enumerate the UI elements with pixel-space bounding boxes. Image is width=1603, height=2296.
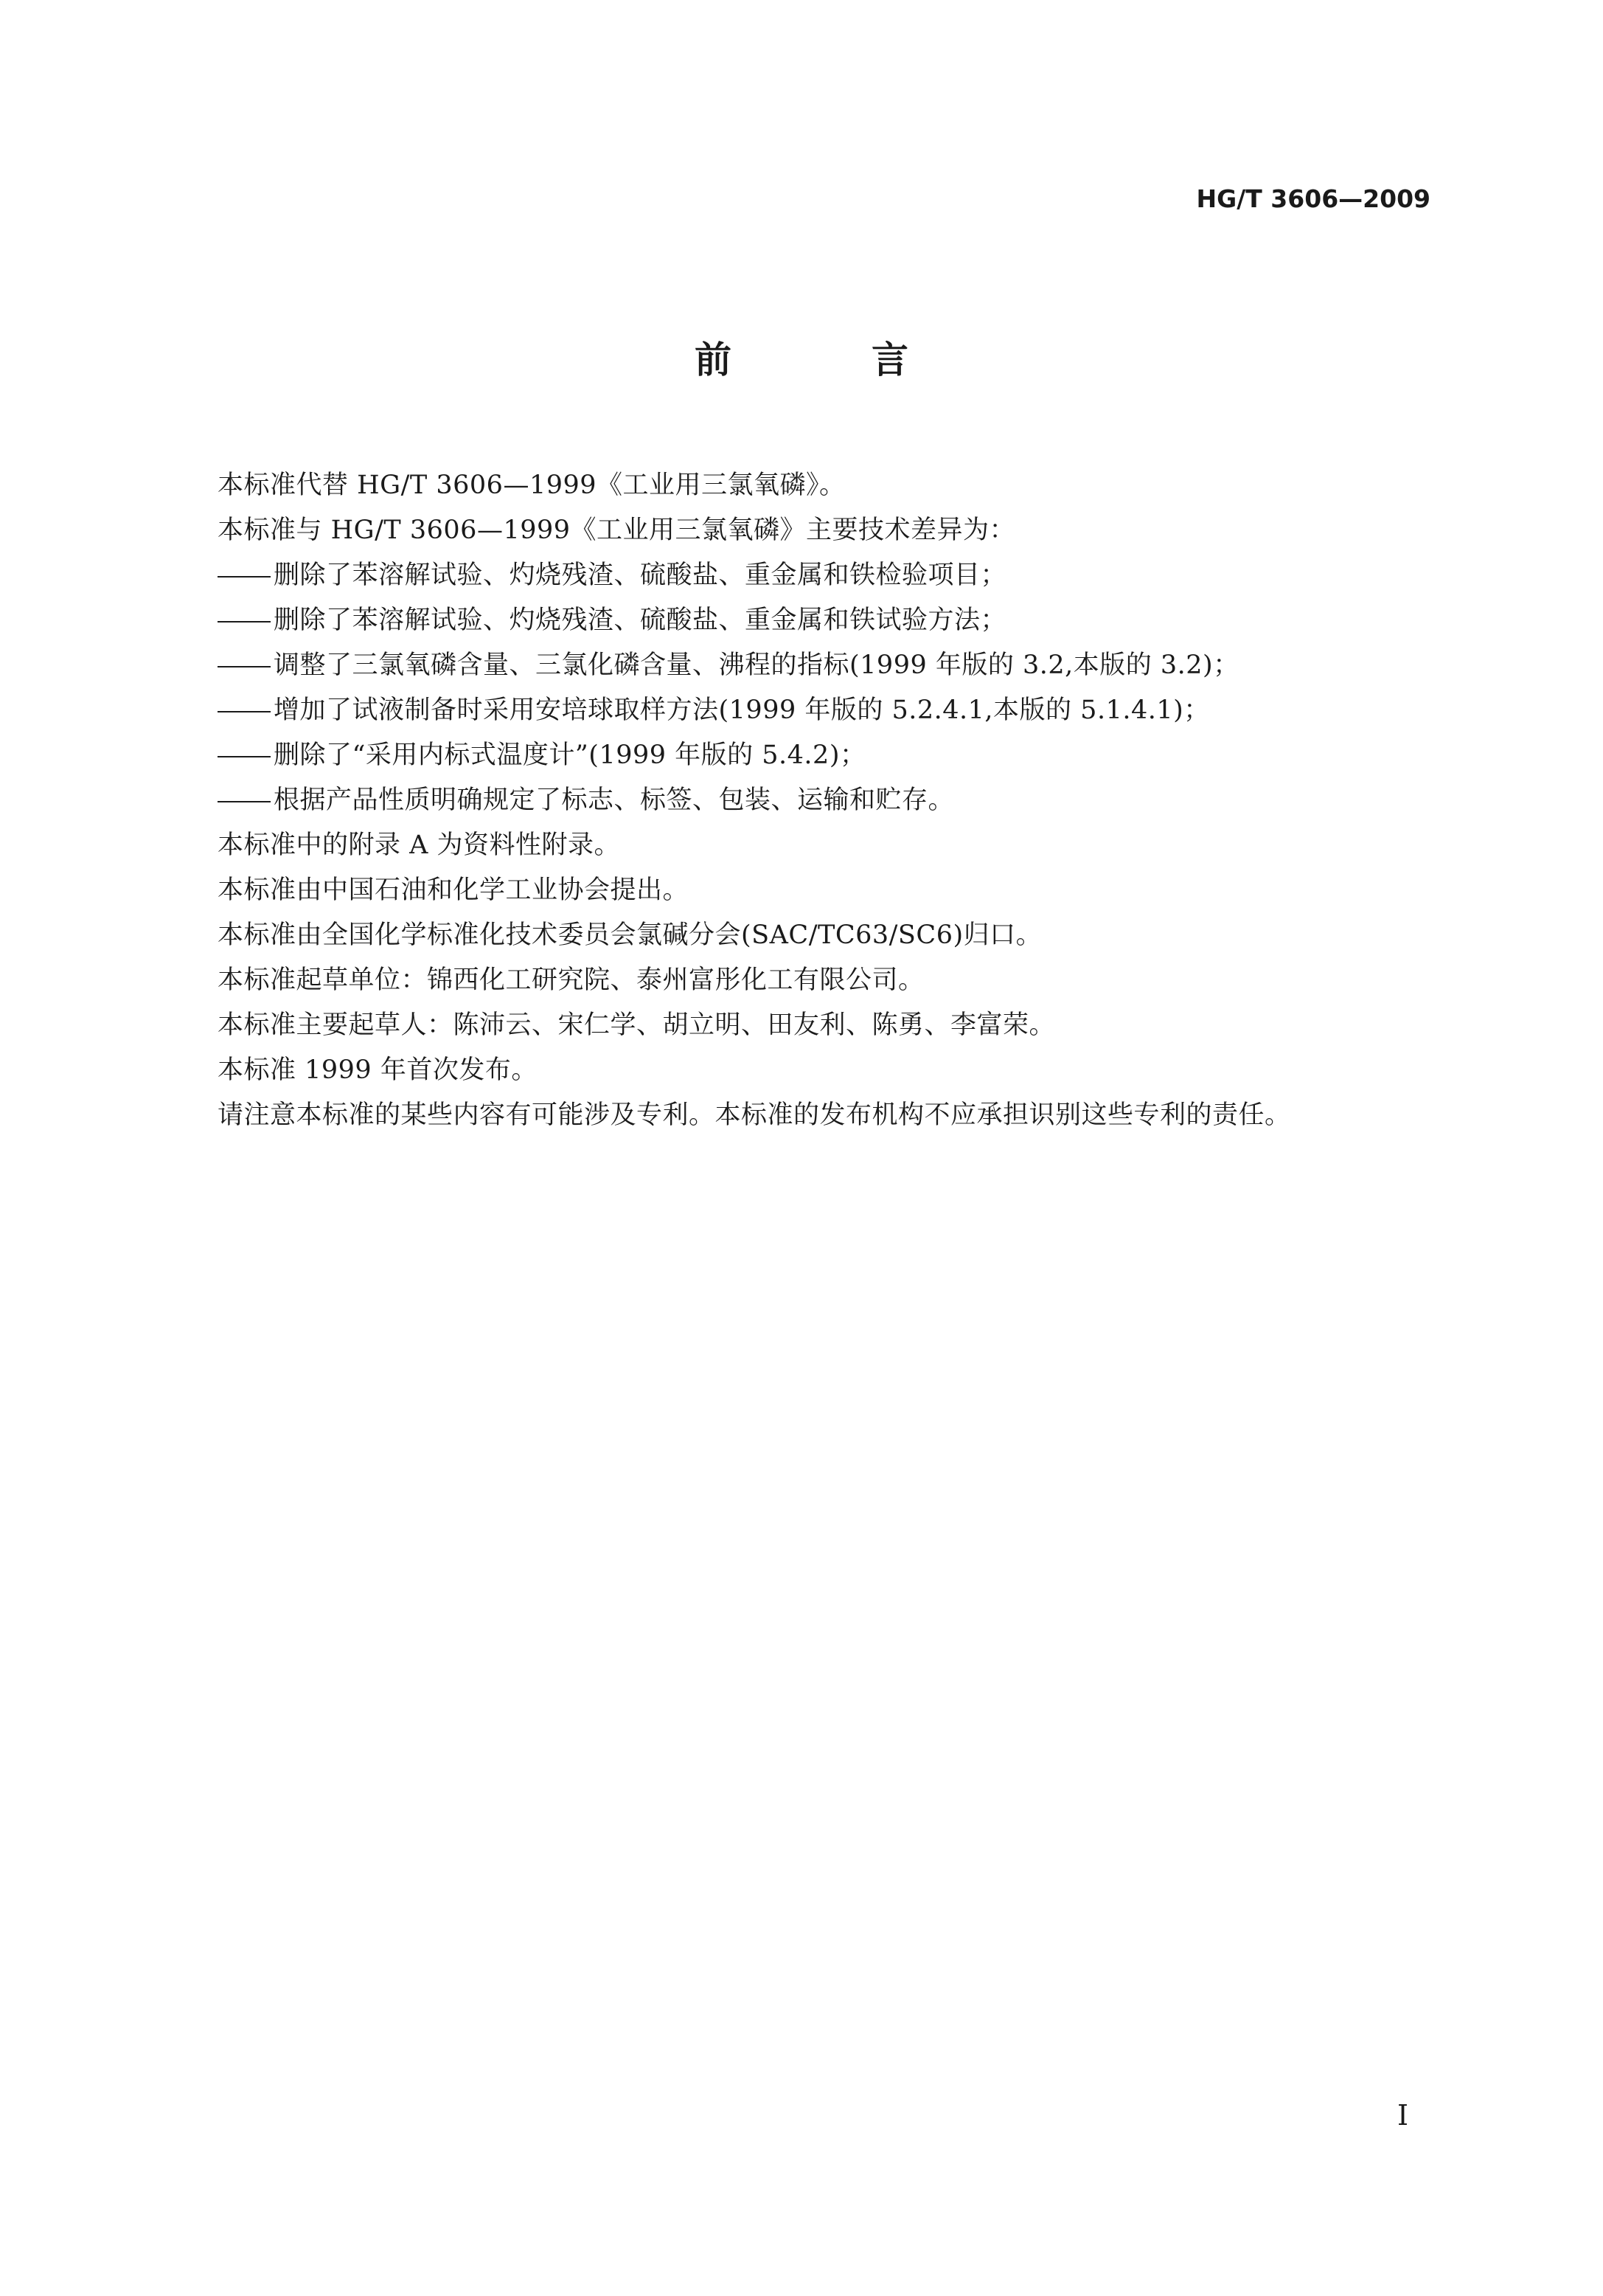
page-title: 前 言 <box>695 339 960 381</box>
em-dash <box>218 576 271 578</box>
em-dash <box>218 801 271 802</box>
paragraph-proposer: 本标准由中国石油和化学工业协会提出。 <box>218 875 689 905</box>
paragraph-first-release: 本标准 1999 年首次发布。 <box>218 1055 538 1085</box>
list-item <box>218 553 1442 598</box>
paragraph-drafters: 本标准主要起草人：陈沛云、宋仁学、胡立明、田友利、陈勇、李富荣。 <box>218 1010 1056 1040</box>
em-dash <box>218 666 271 667</box>
list-item-text: 根据产品性质明确规定了标志、标签、包装、运输和贮存。 <box>274 785 955 815</box>
list-item <box>218 643 1442 688</box>
paragraph-patent-notice: 请注意本标准的某些内容有可能涉及专利。本标准的发布机构不应承担识别这些专利的责任。 <box>218 1100 1291 1130</box>
paragraph-replaces: 本标准代替 HG/T 3606—1999《工业用三氯氧磷》。 <box>218 471 846 500</box>
em-dash <box>218 621 271 622</box>
list-item-text: 增加了试液制备时采用安培球取样方法(1999 年版的 5.2.4.1,本版的 5.1.4.1)； <box>274 696 1210 725</box>
em-dash <box>218 711 271 712</box>
list-item-text: 删除了苯溶解试验、灼烧残渣、硫酸盐、重金属和铁试验方法； <box>274 606 1007 635</box>
standard-number: HG/T 3606—2009 <box>1196 184 1430 213</box>
paragraph-committee: 本标准由全国化学标准化技术委员会氯碱分会(SAC/TC63/SC6)归口。 <box>218 920 1043 950</box>
paragraph-drafting-units: 本标准起草单位：锦西化工研究院、泰州富彤化工有限公司。 <box>218 965 925 995</box>
list-item-text: 调整了三氯氧磷含量、三氯化磷含量、沸程的指标(1999 年版的 3.2,本版的 3.2)； <box>274 651 1239 680</box>
list-item <box>218 688 1442 733</box>
paragraph-appendix: 本标准中的附录 A 为资料性附录。 <box>218 830 621 860</box>
list-item-text: 删除了“采用内标式温度计”(1999 年版的 5.4.2)； <box>274 741 866 770</box>
list-item <box>218 778 1442 823</box>
paragraph-differences-intro: 本标准与 HG/T 3606—1999《工业用三氯氧磷》主要技术差异为： <box>218 516 1016 545</box>
list-item <box>218 598 1442 643</box>
list-item <box>218 733 1442 778</box>
foreword-body <box>218 463 1442 1138</box>
em-dash <box>218 756 271 757</box>
list-item-text: 删除了苯溶解试验、灼烧残渣、硫酸盐、重金属和铁检验项目； <box>274 561 1007 590</box>
page-number: I <box>1397 2099 1409 2132</box>
